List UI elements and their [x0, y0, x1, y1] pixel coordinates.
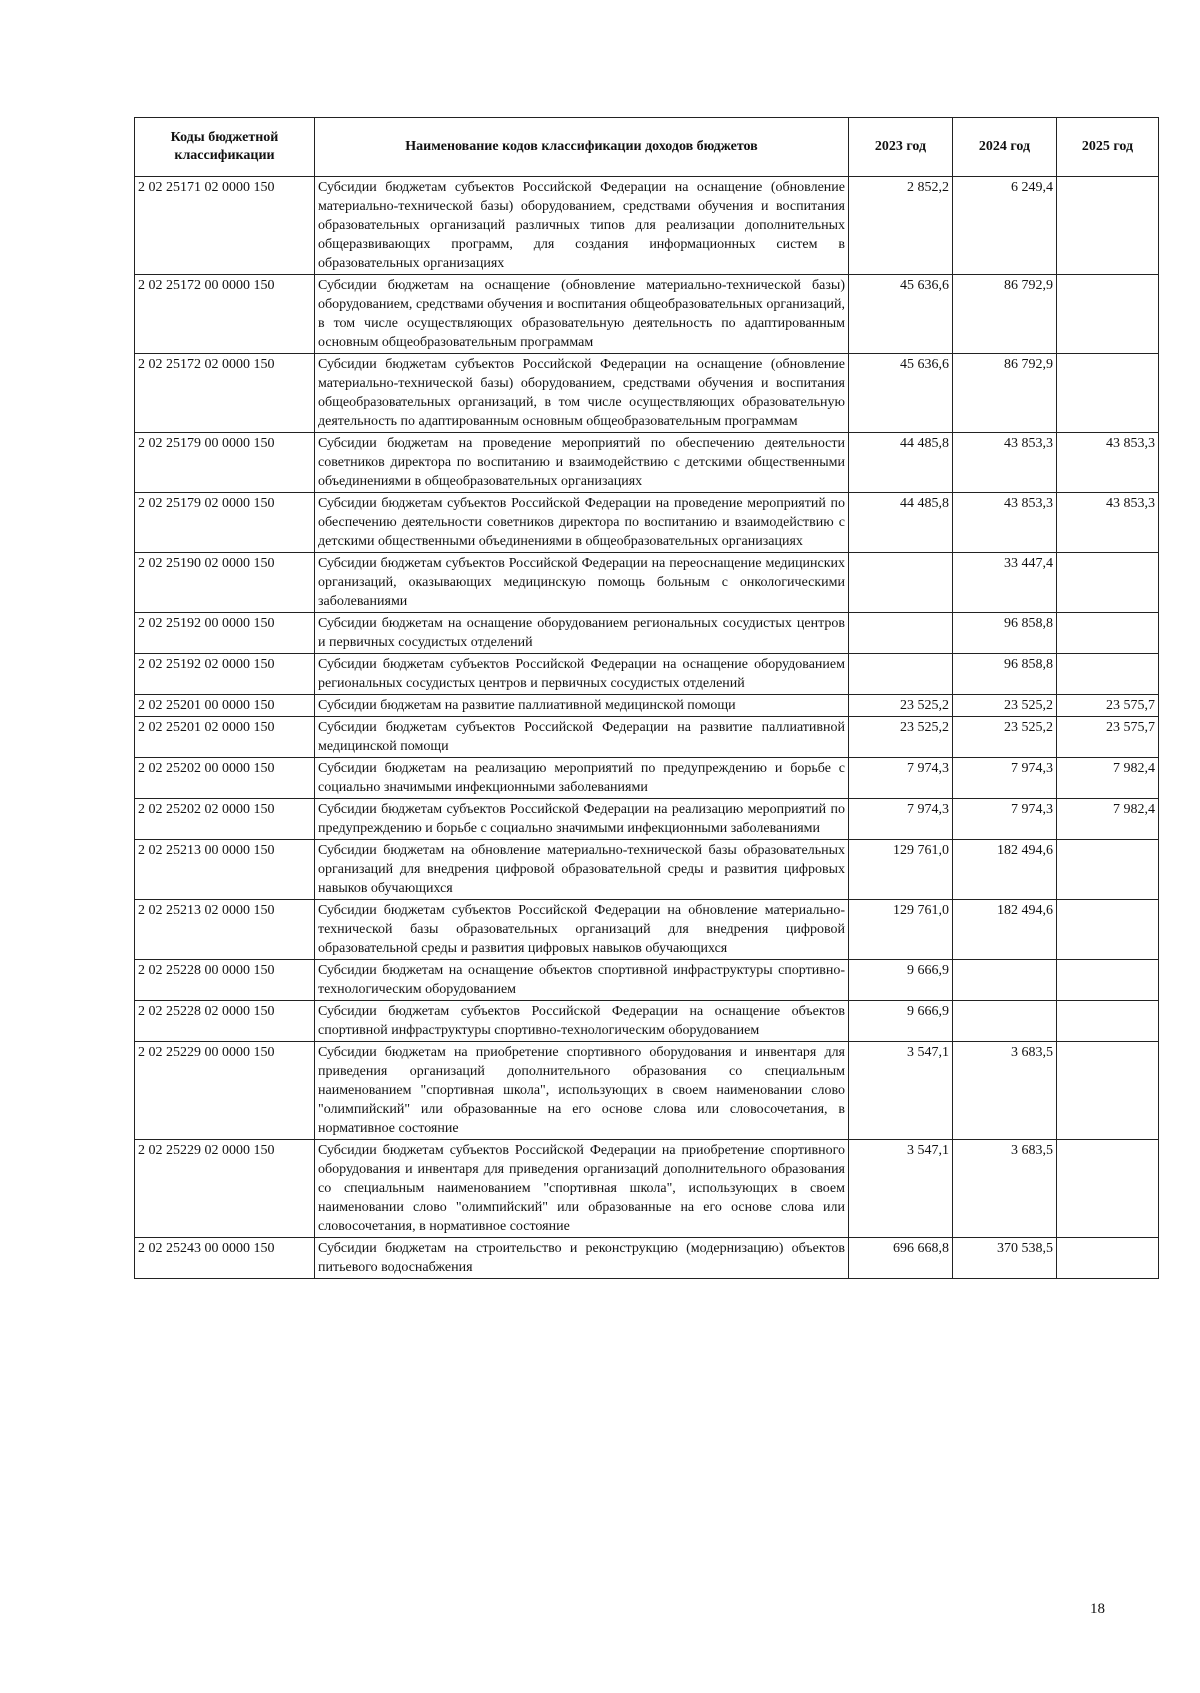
row-value-2023: 23 525,2 — [849, 717, 953, 758]
row-code: 2 02 25179 00 0000 150 — [135, 433, 315, 493]
row-value-2025 — [1057, 613, 1159, 654]
row-code: 2 02 25202 00 0000 150 — [135, 758, 315, 799]
row-name: Субсидии бюджетам на приобретение спортивного оборудования и инвентаря для приведения организаций дополнительного образования со специальным наименованием "спортивная школа", использующих в своем наименовании слово "олимпийский" или образованные на его основе слова или словосочетания, в нормативное состояние — [315, 1042, 849, 1140]
table-row — [135, 1140, 1159, 1238]
row-value-2025 — [1057, 275, 1159, 354]
row-value-2024: 33 447,4 — [953, 553, 1057, 613]
row-value-2024: 86 792,9 — [953, 354, 1057, 433]
row-code: 2 02 25243 00 0000 150 — [135, 1238, 315, 1279]
row-code: 2 02 25201 00 0000 150 — [135, 695, 315, 717]
row-code: 2 02 25228 00 0000 150 — [135, 960, 315, 1001]
page-number: 18 — [1090, 1601, 1105, 1617]
row-value-2024: 182 494,6 — [953, 900, 1057, 960]
row-name: Субсидии бюджетам субъектов Российской Федерации на обновление материально-технической базы образовательных организаций для внедрения цифровой образовательной среды и развития цифровых навыков обучающихся — [315, 900, 849, 960]
header-row — [135, 118, 1159, 177]
row-value-2025 — [1057, 840, 1159, 900]
table-row — [135, 177, 1159, 275]
row-code: 2 02 25229 00 0000 150 — [135, 1042, 315, 1140]
table-row — [135, 493, 1159, 553]
row-name: Субсидии бюджетам на проведение мероприятий по обеспечению деятельности советников директора по воспитанию и взаимодействию с детскими общественными объединениями в общеобразовательных организациях — [315, 433, 849, 493]
header-name: Наименование кодов классификации доходов бюджетов — [315, 118, 849, 177]
row-code: 2 02 25171 02 0000 150 — [135, 177, 315, 275]
row-value-2024: 86 792,9 — [953, 275, 1057, 354]
table-row — [135, 840, 1159, 900]
row-value-2025: 7 982,4 — [1057, 758, 1159, 799]
row-value-2025 — [1057, 654, 1159, 695]
row-name: Субсидии бюджетам субъектов Российской Федерации на переоснащение медицинских организаций, оказывающих медицинскую помощь больным с онкологическими заболеваниями — [315, 553, 849, 613]
row-name: Субсидии бюджетам на оснащение (обновление материально-технической базы) оборудованием, средствами обучения и воспитания общеобразовательных организаций, в том числе осуществляющих образовательную деятельность по адаптированным основным общеобразовательным программам — [315, 275, 849, 354]
table-row — [135, 433, 1159, 493]
row-value-2023: 23 525,2 — [849, 695, 953, 717]
row-value-2023: 45 636,6 — [849, 275, 953, 354]
row-value-2025 — [1057, 1140, 1159, 1238]
budget-classification-table — [134, 117, 1159, 1279]
row-value-2024: 7 974,3 — [953, 799, 1057, 840]
row-value-2023: 696 668,8 — [849, 1238, 953, 1279]
row-code: 2 02 25228 02 0000 150 — [135, 1001, 315, 1042]
row-value-2023: 2 852,2 — [849, 177, 953, 275]
row-code: 2 02 25202 02 0000 150 — [135, 799, 315, 840]
row-value-2024 — [953, 960, 1057, 1001]
row-value-2025 — [1057, 1001, 1159, 1042]
row-value-2023: 44 485,8 — [849, 433, 953, 493]
row-name: Субсидии бюджетам субъектов Российской Федерации на оснащение объектов спортивной инфраструктуры спортивно-технологическим оборудованием — [315, 1001, 849, 1042]
header-code: Коды бюджетной классификации — [135, 118, 315, 177]
row-code: 2 02 25229 02 0000 150 — [135, 1140, 315, 1238]
row-name: Субсидии бюджетам на оснащение объектов спортивной инфраструктуры спортивно-технологическим оборудованием — [315, 960, 849, 1001]
table-row — [135, 717, 1159, 758]
row-value-2023: 129 761,0 — [849, 900, 953, 960]
row-code: 2 02 25201 02 0000 150 — [135, 717, 315, 758]
table-row — [135, 553, 1159, 613]
table-row — [135, 695, 1159, 717]
row-value-2024: 43 853,3 — [953, 493, 1057, 553]
row-value-2023: 129 761,0 — [849, 840, 953, 900]
row-name: Субсидии бюджетам субъектов Российской Федерации на развитие паллиативной медицинской помощи — [315, 717, 849, 758]
row-name: Субсидии бюджетам на строительство и реконструкцию (модернизацию) объектов питьевого водоснабжения — [315, 1238, 849, 1279]
row-value-2024: 7 974,3 — [953, 758, 1057, 799]
row-code: 2 02 25213 02 0000 150 — [135, 900, 315, 960]
row-name: Субсидии бюджетам субъектов Российской Федерации на приобретение спортивного оборудования и инвентаря для приведения организаций дополнительного образования со специальным наименованием "спортивная школа", использующих в своем наименовании слово "олимпийский" или образованные на его основе слова или словосочетания, в нормативное состояние — [315, 1140, 849, 1238]
row-name: Субсидии бюджетам на оснащение оборудованием региональных сосудистых центров и первичных сосудистых отделений — [315, 613, 849, 654]
row-value-2023: 7 974,3 — [849, 758, 953, 799]
row-value-2025 — [1057, 354, 1159, 433]
row-name: Субсидии бюджетам субъектов Российской Федерации на оснащение (обновление материально-технической базы) оборудованием, средствами обучения и воспитания общеобразовательных организаций, в том числе осуществляющих образовательную деятельность по адаптированным основным общеобразовательным программам — [315, 354, 849, 433]
row-code: 2 02 25192 02 0000 150 — [135, 654, 315, 695]
row-value-2025: 43 853,3 — [1057, 493, 1159, 553]
row-code: 2 02 25172 00 0000 150 — [135, 275, 315, 354]
row-value-2023 — [849, 613, 953, 654]
row-value-2025: 7 982,4 — [1057, 799, 1159, 840]
row-value-2024: 96 858,8 — [953, 654, 1057, 695]
table-row — [135, 758, 1159, 799]
row-name: Субсидии бюджетам субъектов Российской Федерации на оснащение оборудованием региональных сосудистых центров и первичных сосудистых отделений — [315, 654, 849, 695]
table-row — [135, 799, 1159, 840]
row-value-2024: 23 525,2 — [953, 717, 1057, 758]
table-row — [135, 613, 1159, 654]
row-value-2023: 44 485,8 — [849, 493, 953, 553]
row-name: Субсидии бюджетам субъектов Российской Федерации на проведение мероприятий по обеспечению деятельности советников директора по воспитанию и взаимодействию с детскими общественными объединениями в общеобразовательных организациях — [315, 493, 849, 553]
row-value-2025: 23 575,7 — [1057, 695, 1159, 717]
row-code: 2 02 25179 02 0000 150 — [135, 493, 315, 553]
table-row — [135, 275, 1159, 354]
row-value-2024: 370 538,5 — [953, 1238, 1057, 1279]
row-code: 2 02 25190 02 0000 150 — [135, 553, 315, 613]
row-value-2023: 3 547,1 — [849, 1042, 953, 1140]
row-value-2024: 96 858,8 — [953, 613, 1057, 654]
row-value-2025: 23 575,7 — [1057, 717, 1159, 758]
table-header — [135, 118, 1159, 177]
row-code: 2 02 25172 02 0000 150 — [135, 354, 315, 433]
row-value-2025 — [1057, 553, 1159, 613]
row-value-2025 — [1057, 177, 1159, 275]
table-row — [135, 1001, 1159, 1042]
row-value-2025 — [1057, 1042, 1159, 1140]
row-code: 2 02 25192 00 0000 150 — [135, 613, 315, 654]
table-row — [135, 654, 1159, 695]
table-body — [135, 177, 1159, 1279]
row-value-2023: 9 666,9 — [849, 960, 953, 1001]
row-value-2023: 7 974,3 — [849, 799, 953, 840]
row-code: 2 02 25213 00 0000 150 — [135, 840, 315, 900]
table-row — [135, 1238, 1159, 1279]
row-name: Субсидии бюджетам субъектов Российской Федерации на реализацию мероприятий по предупреждению и борьбе с социально значимыми инфекционными заболеваниями — [315, 799, 849, 840]
row-value-2025 — [1057, 900, 1159, 960]
table-row — [135, 960, 1159, 1001]
row-value-2024 — [953, 1001, 1057, 1042]
row-value-2025: 43 853,3 — [1057, 433, 1159, 493]
row-value-2024: 3 683,5 — [953, 1140, 1057, 1238]
row-value-2024: 182 494,6 — [953, 840, 1057, 900]
row-name: Субсидии бюджетам на обновление материально-технической базы образовательных организаций для внедрения цифровой образовательной среды и развития цифровых навыков обучающихся — [315, 840, 849, 900]
row-name: Субсидии бюджетам субъектов Российской Федерации на оснащение (обновление материально-технической базы) оборудованием, средствами обучения и воспитания образовательных организаций различных типов для реализации дополнительных общеразвивающих программ, для создания информационных систем в образовательных организациях — [315, 177, 849, 275]
row-value-2023: 9 666,9 — [849, 1001, 953, 1042]
row-value-2023 — [849, 553, 953, 613]
row-value-2023: 3 547,1 — [849, 1140, 953, 1238]
row-value-2024: 23 525,2 — [953, 695, 1057, 717]
row-value-2024: 6 249,4 — [953, 177, 1057, 275]
row-name: Субсидии бюджетам на реализацию мероприятий по предупреждению и борьбе с социально значимыми инфекционными заболеваниями — [315, 758, 849, 799]
header-2025: 2025 год — [1057, 118, 1159, 177]
header-2024: 2024 год — [953, 118, 1057, 177]
row-value-2025 — [1057, 960, 1159, 1001]
row-value-2024: 43 853,3 — [953, 433, 1057, 493]
table-row — [135, 354, 1159, 433]
table-row — [135, 1042, 1159, 1140]
row-value-2025 — [1057, 1238, 1159, 1279]
header-2023: 2023 год — [849, 118, 953, 177]
row-name: Субсидии бюджетам на развитие паллиативной медицинской помощи — [315, 695, 849, 717]
row-value-2023: 45 636,6 — [849, 354, 953, 433]
row-value-2023 — [849, 654, 953, 695]
row-value-2024: 3 683,5 — [953, 1042, 1057, 1140]
table-row — [135, 900, 1159, 960]
